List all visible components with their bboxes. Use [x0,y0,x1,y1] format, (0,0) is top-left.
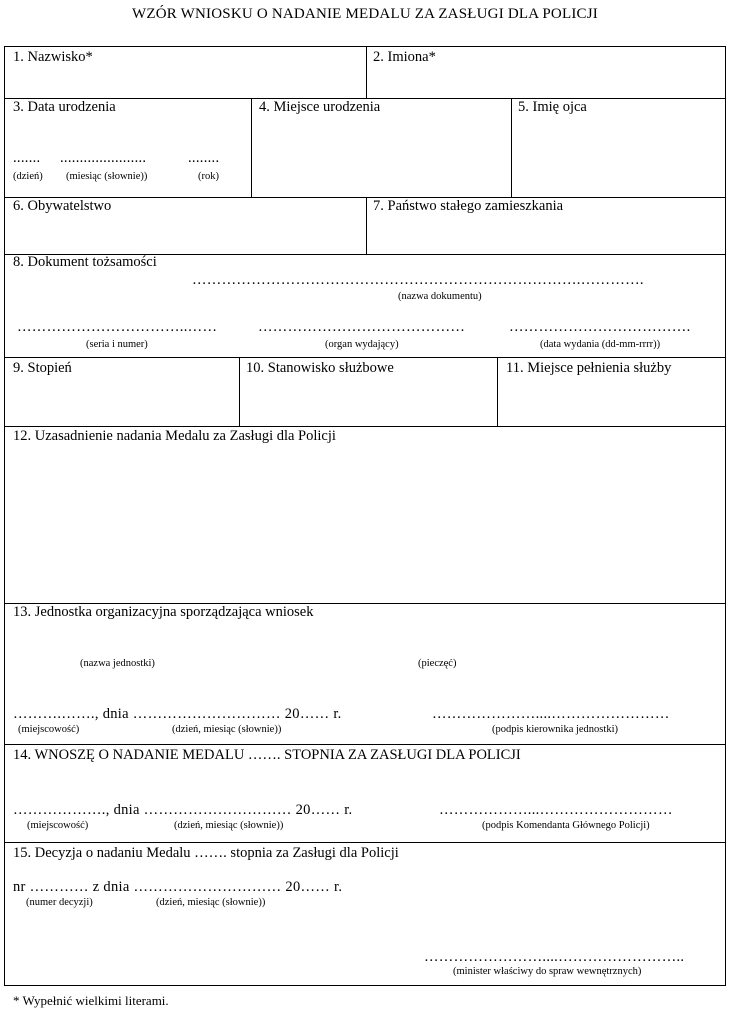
field-first-names-label: 2. Imiona* [373,49,436,65]
decision-number-caption: (numer decyzji) [26,897,93,908]
document-date-dots[interactable]: ………………………………. [509,319,691,335]
row-divider [5,357,725,358]
request-place-caption: (miejscowość) [27,820,89,831]
row-divider [5,842,725,843]
field-justification-label: 12. Uzasadnienie nadania Medalu za Zasługi dla Policji [13,428,336,444]
birth-year-caption: (rok) [198,171,219,182]
field-birth-place-label: 4. Miejsce urodzenia [259,99,381,115]
field-birth-date-label: 3. Data urodzenia [13,99,116,115]
document-series-dots[interactable]: ……………………………..…… [17,319,218,335]
column-divider [251,98,252,197]
document-series-caption: (seria i numer) [86,339,148,350]
field-position-label: 10. Stanowisko służbowe [246,360,394,376]
decision-date-caption: (dzień, miesiąc (słownie)) [156,897,266,908]
birth-day-dots[interactable]: ....... [13,150,41,166]
unit-head-signature-caption: (podpis kierownika jednostki) [492,724,618,735]
commander-signature-dots[interactable]: ………………...……………………… [439,802,673,818]
field-organizational-unit-label: 13. Jednostka organizacyjna sporządzająca wniosek [13,604,314,620]
birth-month-caption: (miesiąc (słownie)) [66,171,148,182]
column-divider [511,98,512,197]
field-residence-country-label: 7. Państwo stałego zamieszkania [373,198,564,214]
commander-signature-caption: (podpis Komendanta Głównego Policji) [482,820,650,831]
footnote: * Wypełnić wielkimi literami. [13,993,169,1008]
minister-signature-dots[interactable]: ……………………....…………………….. [424,949,685,965]
field-rank-label: 9. Stopień [13,360,72,376]
birth-year-dots[interactable]: ........ [188,150,220,166]
field-decision-label: 15. Decyzja o nadaniu Medalu ……. stopnia za Zasługi dla Policji [13,845,399,861]
column-divider [366,47,367,98]
unit-place-caption: (miejscowość) [18,724,80,735]
column-divider [366,197,367,254]
column-divider [239,357,240,426]
row-divider [5,426,725,427]
stamp-caption: (pieczęć) [418,658,457,669]
unit-head-signature-dots[interactable]: …………………....…………………… [432,706,670,722]
birth-month-dots[interactable]: ...................... [60,150,147,166]
document-organ-dots[interactable]: …………………………………… [258,319,466,335]
form-title: WZÓR WNIOSKU O NADANIE MEDALU ZA ZASŁUGI DLA POLICJI [132,6,598,22]
birth-day-caption: (dzień) [13,171,43,182]
request-place-date-line[interactable]: ………………., dnia ………………………… 20…… r. [13,802,353,818]
row-divider [5,744,725,745]
unit-name-caption: (nazwa jednostki) [80,658,155,669]
unit-place-date-line[interactable]: ……….……., dnia ………………………… 20…… r. [13,706,342,722]
document-name-caption: (nazwa dokumentu) [398,291,482,302]
document-name-dots[interactable]: …………………………………………………………………….…………. [192,272,644,288]
row-divider [5,197,725,198]
decision-number-date-line[interactable]: nr ………… z dnia ………………………… 20…… r. [13,879,343,895]
request-date-caption: (dzień, miesiąc (słownie)) [174,820,284,831]
document-date-caption: (data wydania (dd-mm-rrrr)) [540,339,661,350]
minister-signature-caption: (minister właściwy do spraw wewnętrznych) [453,966,642,977]
field-service-place-label: 11. Miejsce pełnienia służby [506,360,672,376]
field-surname-label: 1. Nazwisko* [13,49,93,65]
column-divider [497,357,498,426]
document-organ-caption: (organ wydający) [325,339,399,350]
unit-date-caption: (dzień, miesiąc (słownie)) [172,724,282,735]
field-medal-request-label: 14. WNOSZĘ O NADANIE MEDALU ……. STOPNIA ZA ZASŁUGI DLA POLICJI [13,747,521,763]
field-father-name-label: 5. Imię ojca [518,99,587,115]
field-citizenship-label: 6. Obywatelstwo [13,198,112,214]
field-id-document-label: 8. Dokument tożsamości [13,254,157,270]
